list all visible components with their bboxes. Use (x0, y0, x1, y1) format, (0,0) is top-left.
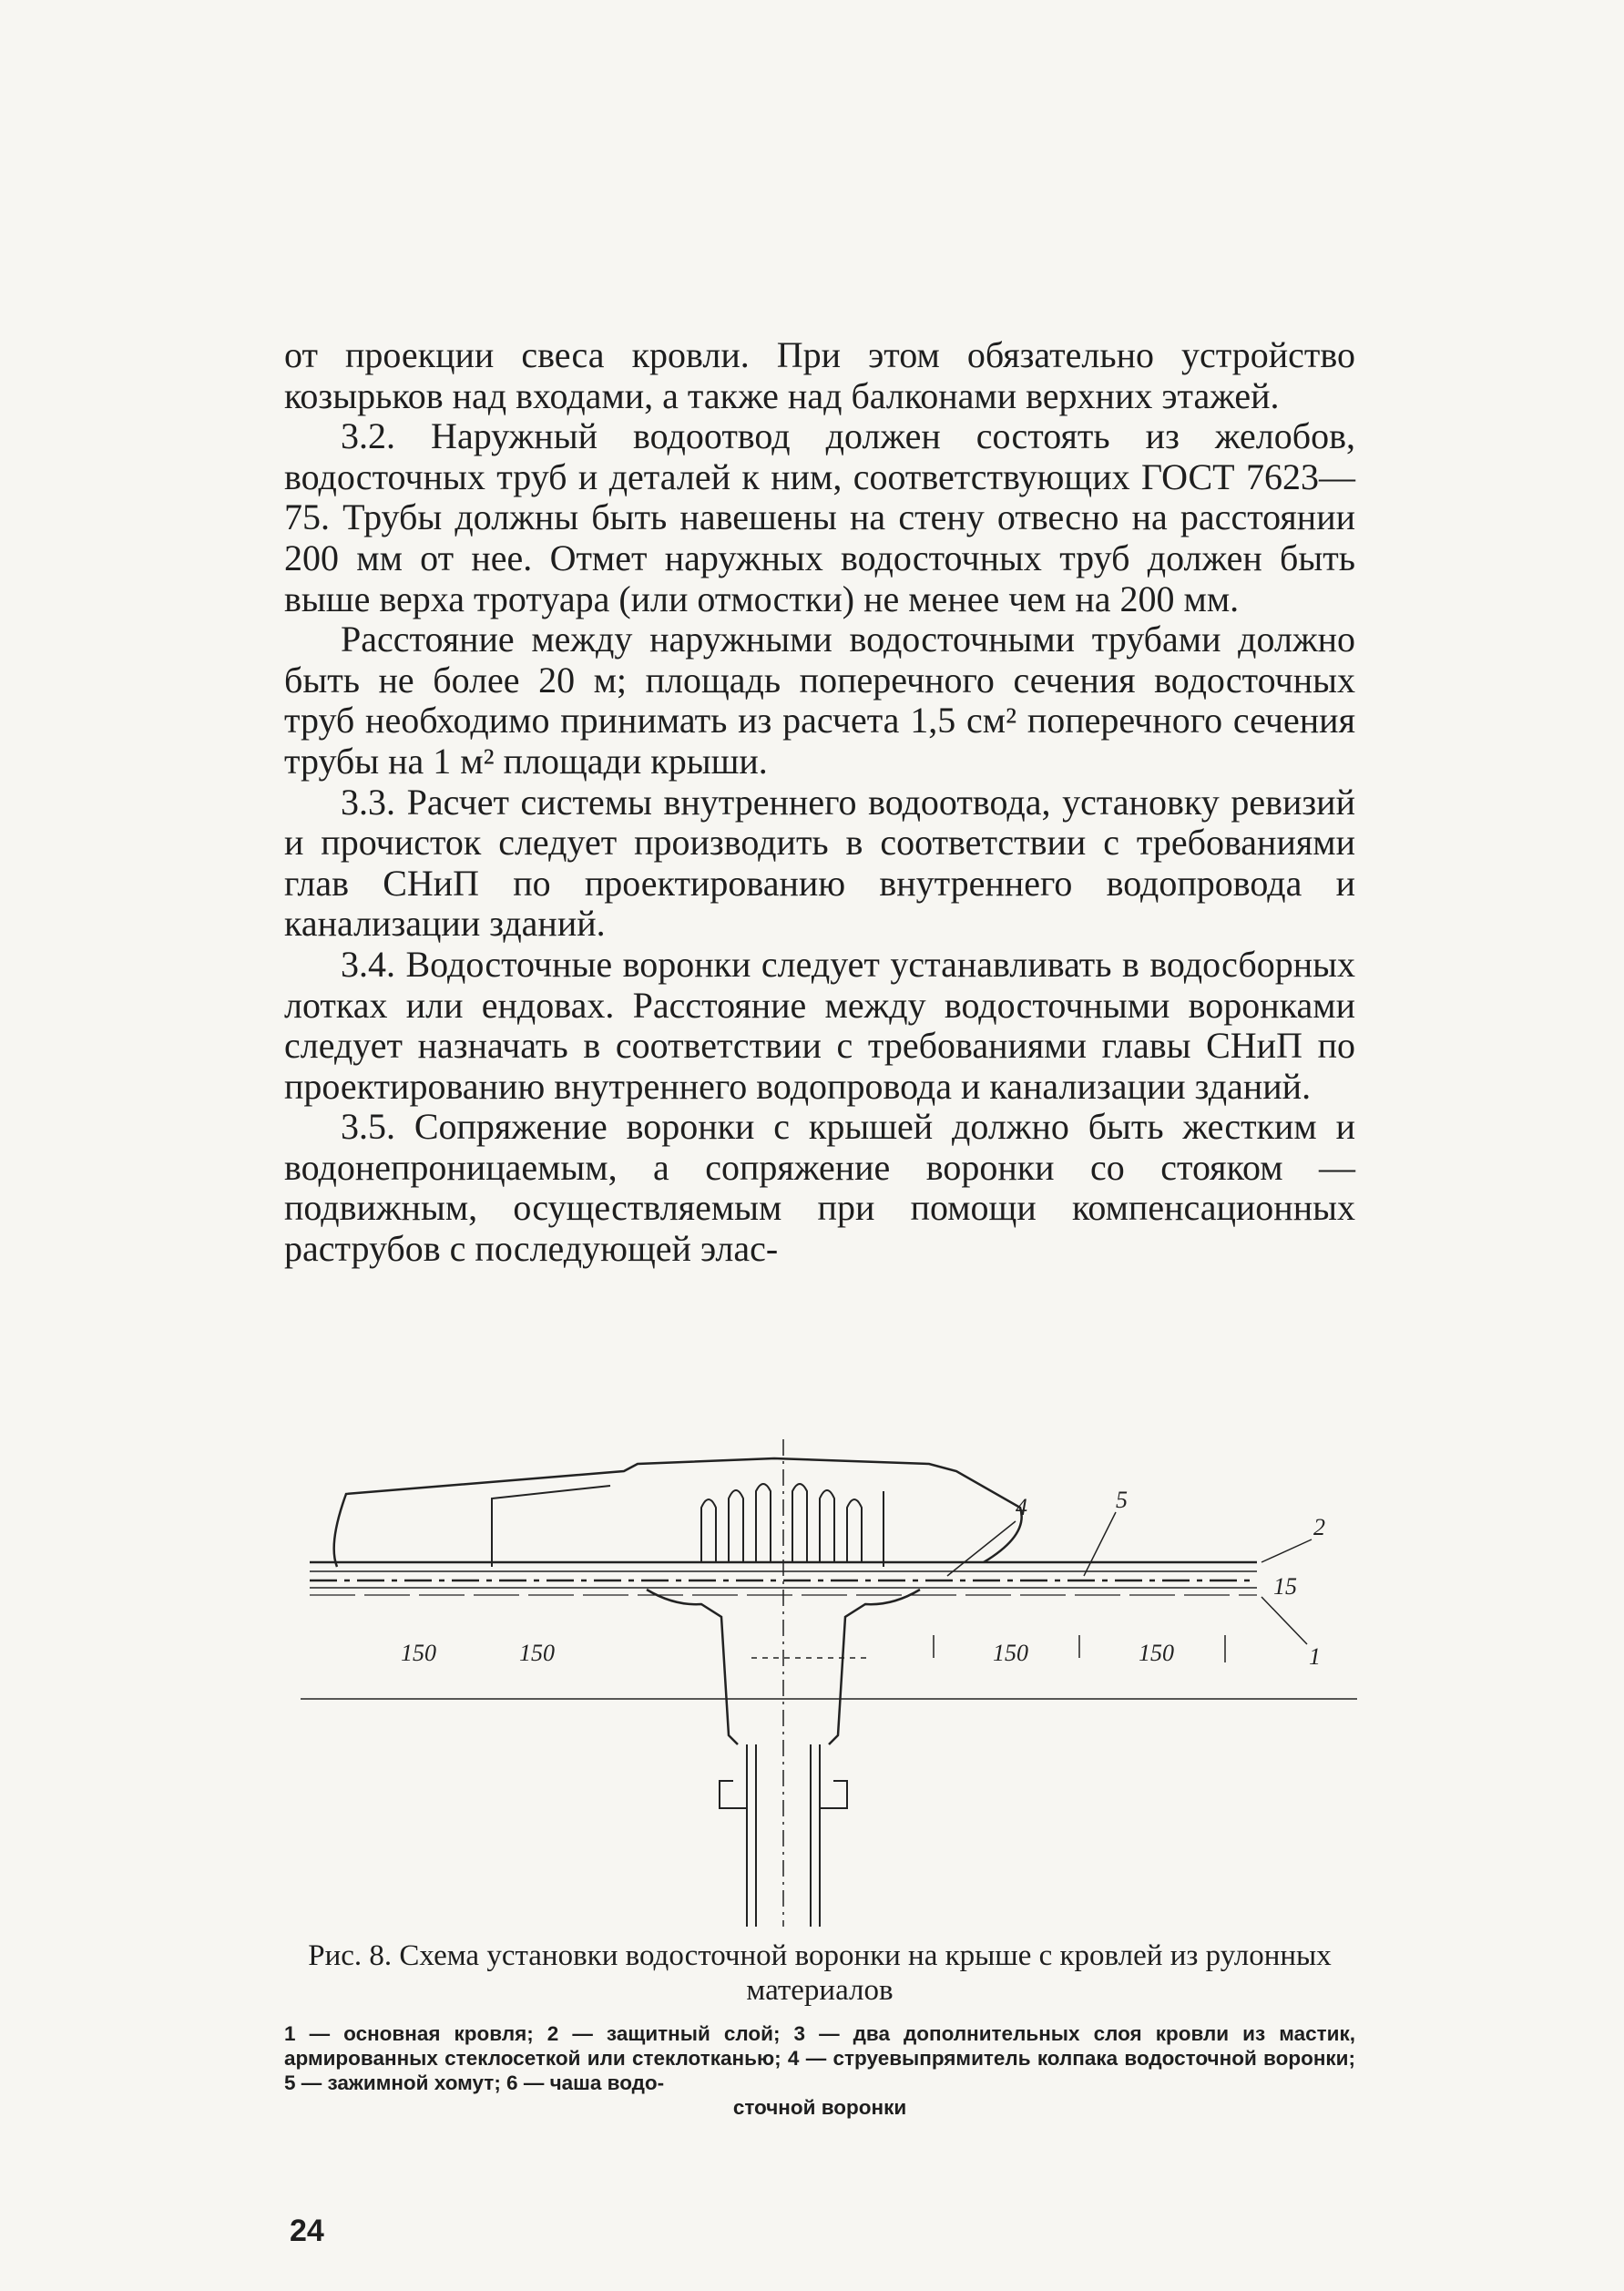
bowl-left-wall (647, 1590, 738, 1744)
paragraph-pipe-spacing: Расстояние между наружными водосточными трубами должно быть не более 20 м; площадь поперечного сечения водосточных труб необходимо принимать из расчета 1,5 см² поперечного сечения трубы на 1 м² площади крыши. (284, 619, 1355, 782)
legend-main: 1 — основная кровля; 2 — защитный слой; 3 — два дополнительных слоя кровли из мастик, армированных стеклосеткой или стеклотканью; 4 — струевыпрямитель колпака водосточной воронки; 5 — зажимной хомут; 6 — чаша водо- (284, 2022, 1355, 2094)
body-text (284, 335, 1355, 1270)
callout-2: 2 (1313, 1514, 1325, 1540)
funnel-diagram-svg (301, 1435, 1357, 1927)
paragraph-continuation: от проекции свеса кровли. При этом обязательно устройство козырьков над входами, а также над балконами верхних этажей. (284, 334, 1355, 416)
leader-1 (1261, 1597, 1307, 1644)
page-number: 24 (290, 2214, 324, 2248)
figure-caption: Рис. 8. Схема установки водосточной воронки на крыше с кровлей из рулонных материалов (308, 1939, 1332, 2007)
strainer-rib-left (492, 1486, 610, 1567)
legend-last-line: сточной воронки (732, 2096, 907, 2119)
callout-1: 1 (1309, 1643, 1321, 1670)
strainer-cap (334, 1458, 1022, 1567)
paragraph-3-5: 3.5. Сопряжение воронки с крышей должно быть жестким и водонепроницаемым, а сопряжение воронки со стояком — подвижным, осуществляемым при помощи компенсационных раструбов с последующей элас- (284, 1106, 1355, 1270)
figure-legend (284, 2021, 1355, 2120)
leader-4 (947, 1521, 1016, 1576)
paragraph-3-3: 3.3. Расчет системы внутреннего водоотвода, установку ревизий и прочисток следует производить в соответствии с требованиями глав СНиП по проектированию внутреннего водопровода и канализации зданий. (284, 781, 1355, 945)
funnel-diagram (301, 1435, 1357, 1927)
bowl-right-wall (829, 1590, 920, 1744)
leader-5 (1084, 1512, 1116, 1576)
dim-label-3: 150 (993, 1640, 1028, 1666)
callout-5: 5 (1116, 1487, 1128, 1513)
dim-label-1: 150 (401, 1640, 436, 1666)
paragraph-3-2: 3.2. Наружный водоотвод должен состоять из желобов, водосточных труб и деталей к ним, соответствующих ГОСТ 7623—75. Трубы должны быть навешены на стену отвесно на расстоянии 200 мм от нее. Отмет наружных водосточных труб должен быть выше верха тротуара (или отмостки) не менее чем на 200 мм. (284, 415, 1355, 619)
paragraph-3-4: 3.4. Водосточные воронки следует устанавливать в водосборных лотках или ендовах. Расстояние между водосточными воронками следует назначать в соответствии с требованиями главы СНиП по проектированию внутреннего водопровода и канализации зданий. (284, 943, 1355, 1107)
callout-4: 4 (1016, 1494, 1027, 1520)
strainer-fins (701, 1484, 862, 1562)
leader-2 (1261, 1539, 1312, 1562)
dim-label-4: 150 (1139, 1640, 1174, 1666)
dim-label-15: 15 (1273, 1573, 1297, 1600)
dim-label-2: 150 (519, 1640, 555, 1666)
